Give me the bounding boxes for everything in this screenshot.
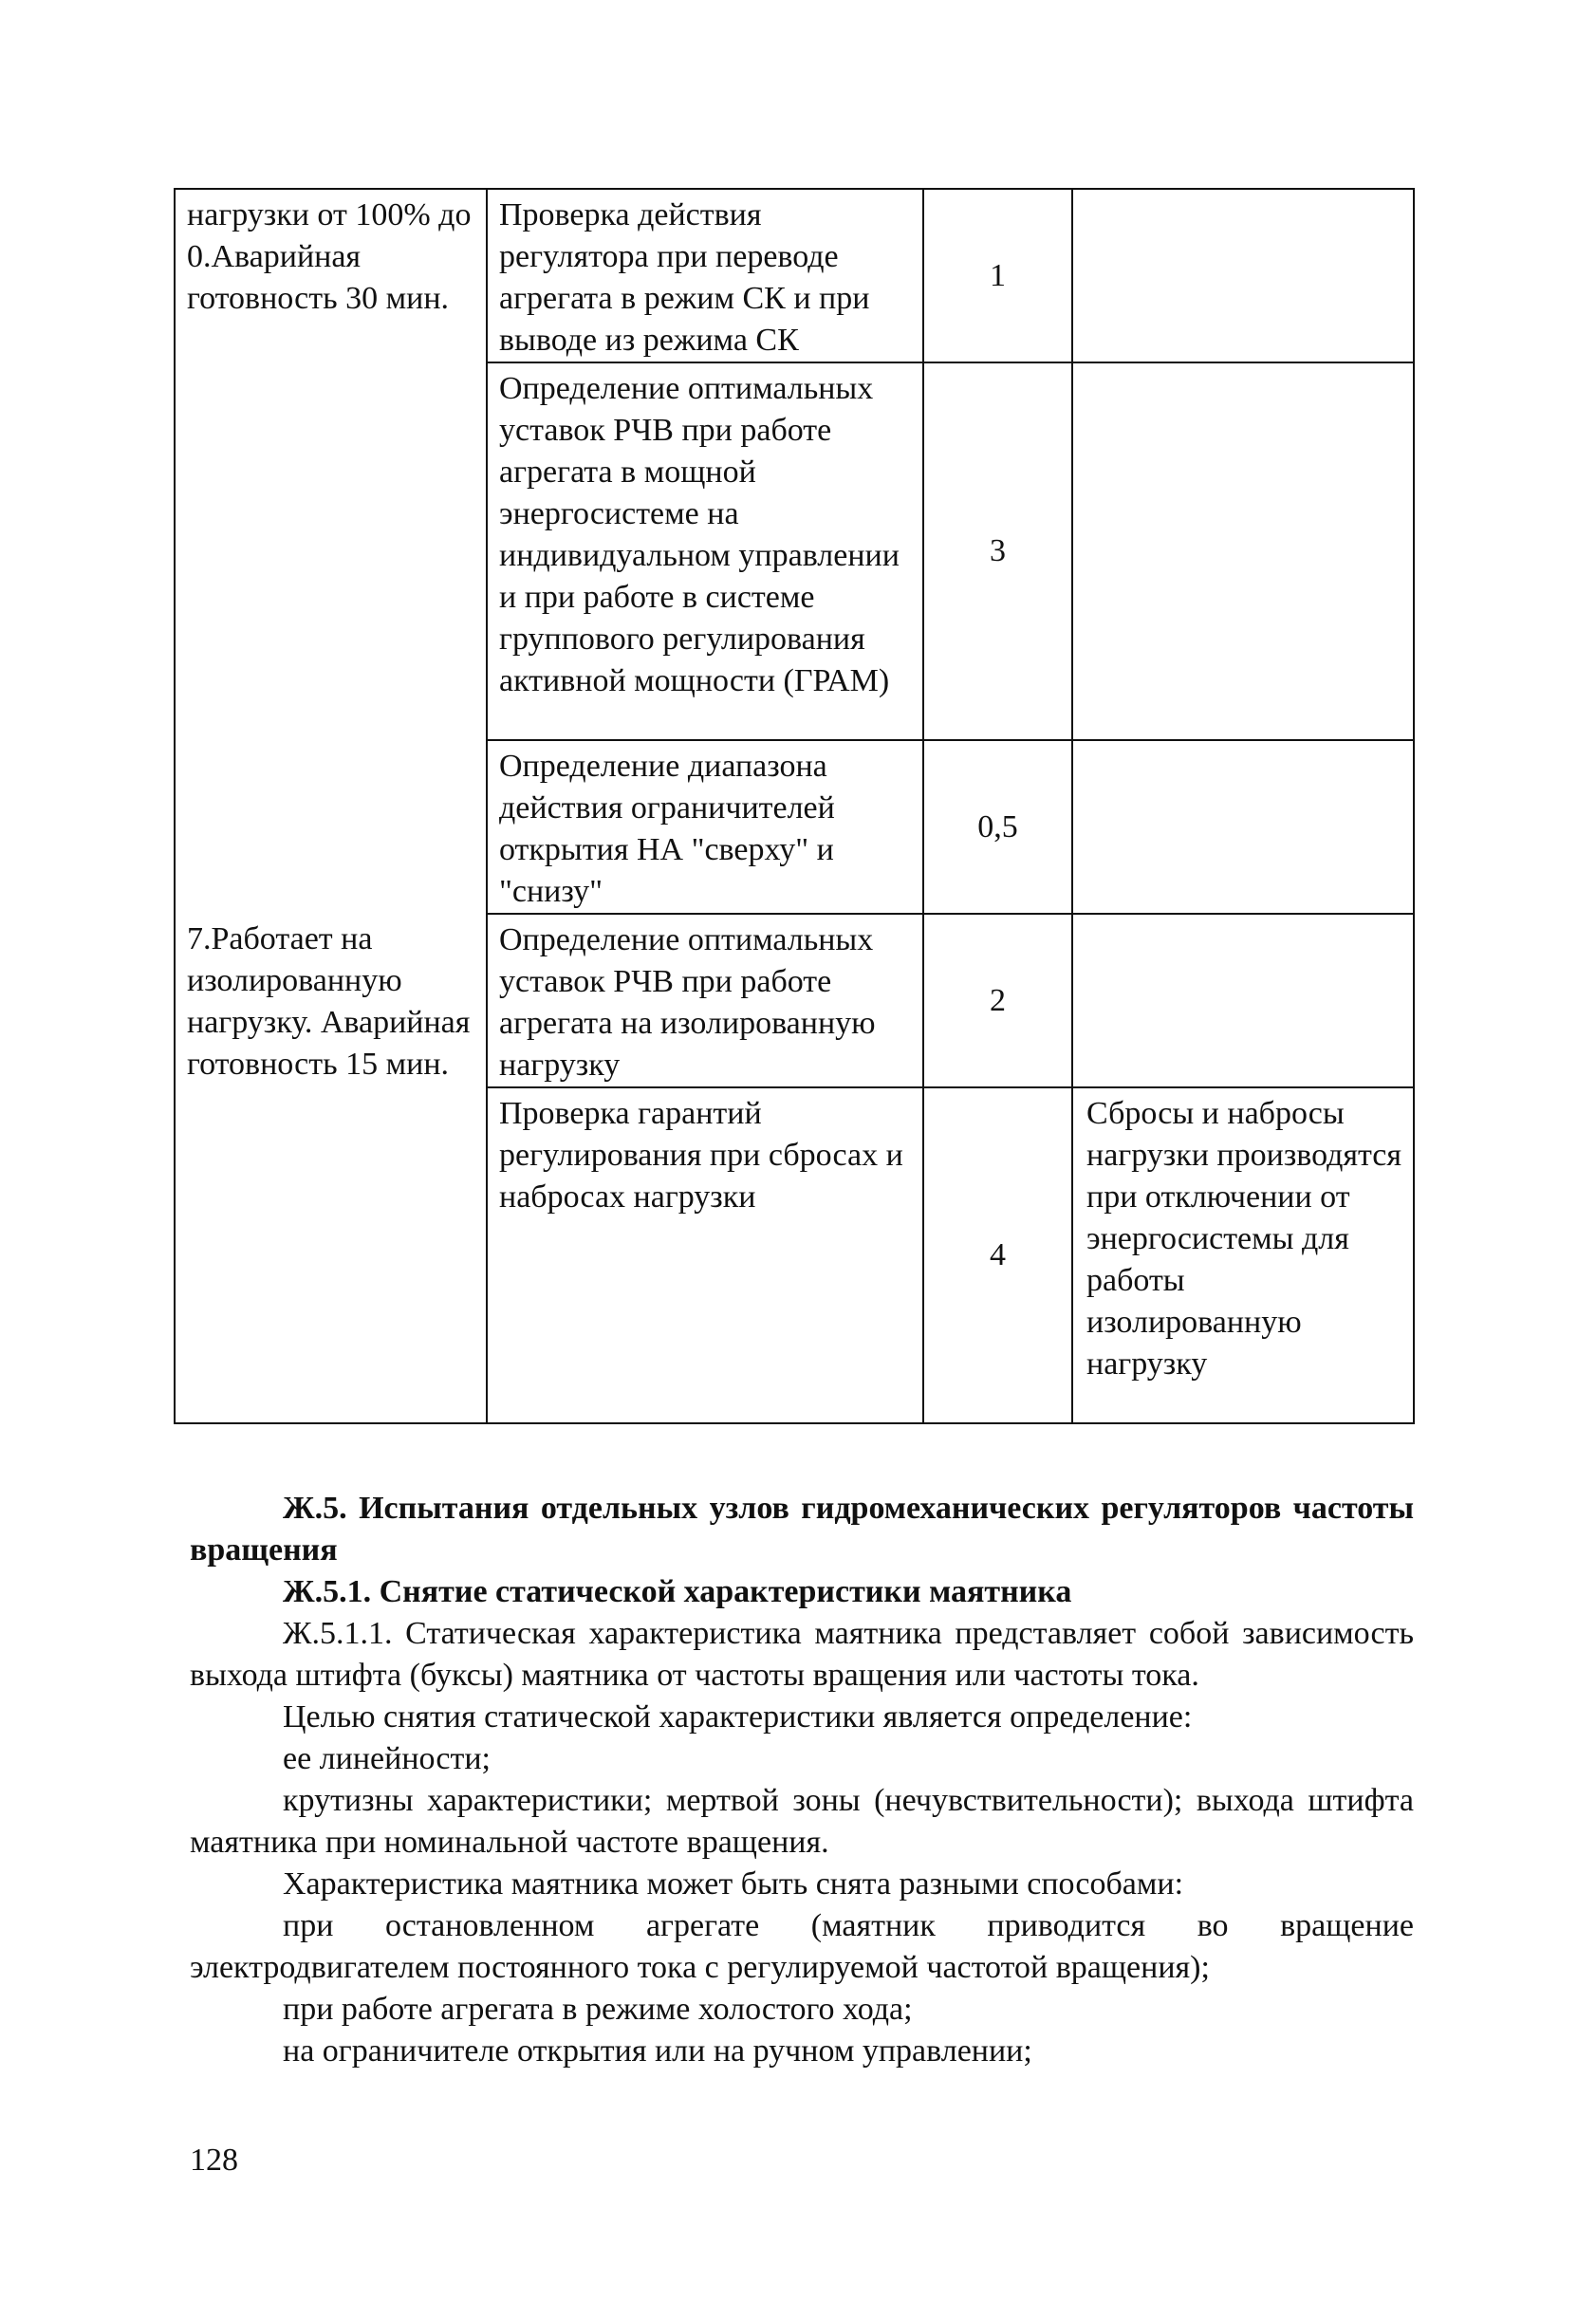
- duration-cell: 4: [923, 1087, 1072, 1423]
- table-row: [175, 914, 1414, 1087]
- paragraph: Целью снятия статической характеристики является определение:: [283, 1699, 1193, 1735]
- note-cell: [1072, 914, 1414, 1087]
- note-cell: [1072, 189, 1414, 362]
- test-description-cell: Определение диапазона действия ограничителей открытия НА "сверху" и "снизу": [487, 740, 923, 914]
- duration-cell: 0,5: [923, 740, 1072, 914]
- operating-mode-cell: нагрузки от 100% до 0.Аварийная готовность 30 мин.: [175, 189, 487, 914]
- test-description-cell: Проверка действия регулятора при переводе агрегата в режим СК и при выводе из режима СК: [487, 189, 923, 362]
- subsection-heading: Ж.5.1. Снятие статической характеристики маятника: [283, 1574, 1072, 1609]
- note-cell: Сбросы и набросы нагрузки производятся при отключении от энергосистемы для работы изолированную нагрузку: [1072, 1087, 1414, 1423]
- test-program-table: [174, 188, 1415, 1424]
- note-cell: [1072, 362, 1414, 740]
- operating-mode-cell: 7.Работает на изолированную нагрузку. Аварийная готовность 15 мин.: [175, 914, 487, 1423]
- paragraph: Ж.5.1.1. Статическая характеристика маятника представляет собой зависимость выхода штифта (буксы) маятника от частоты вращения или частоты тока.: [190, 1616, 1414, 1693]
- paragraph: при остановленном агрегате (маятник приводится во вращение электродвигателем постоянного тока с регулируемой частотой вращения);: [190, 1908, 1414, 1985]
- test-description-cell: Проверка гарантий регулирования при сбросах и набросах нагрузки: [487, 1087, 923, 1423]
- note-cell: [1072, 740, 1414, 914]
- section-heading: Ж.5. Испытания отдельных узлов гидромеханических регуляторов частоты вращения: [190, 1491, 1414, 1568]
- duration-cell: 2: [923, 914, 1072, 1087]
- paragraph: при работе агрегата в режиме холостого хода;: [283, 1992, 913, 2027]
- page-number: 128: [190, 2143, 238, 2178]
- section-text: [190, 1488, 1414, 2072]
- duration-cell: 3: [923, 362, 1072, 740]
- paragraph: Характеристика маятника может быть снята разными способами:: [283, 1866, 1184, 1902]
- paragraph: на ограничителе открытия или на ручном управлении;: [283, 2033, 1032, 2069]
- test-description-cell: Определение оптимальных уставок РЧВ при работе агрегата в мощной энергосистеме на индивидуальном управлении и при работе в системе группового регулирования активной мощности (ГРАМ): [487, 362, 923, 740]
- paragraph: крутизны характеристики; мертвой зоны (нечувствительности); выхода штифта маятника при номинальной частоте вращения.: [190, 1783, 1414, 1860]
- duration-cell: 1: [923, 189, 1072, 362]
- paragraph: ее линейности;: [283, 1741, 491, 1776]
- test-description-cell: Определение оптимальных уставок РЧВ при работе агрегата на изолированную нагрузку: [487, 914, 923, 1087]
- table-row: [175, 189, 1414, 362]
